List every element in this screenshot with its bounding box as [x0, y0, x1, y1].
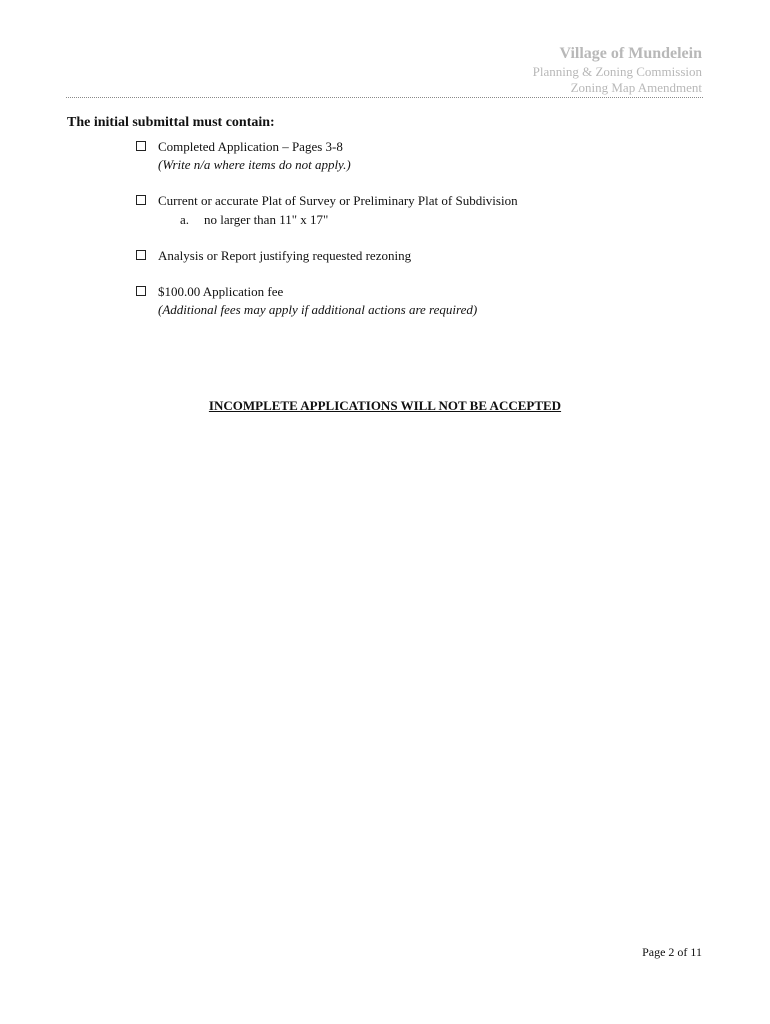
- checklist-item-note: (Write n/a where items do not apply.): [158, 157, 351, 172]
- organization-name: Village of Mundelein: [559, 45, 702, 62]
- subitem-letter: a.: [180, 212, 190, 227]
- checklist-item-label: Analysis or Report justifying requested rezoning: [158, 248, 412, 263]
- checkbox-icon[interactable]: [136, 250, 146, 260]
- checkbox-icon[interactable]: [136, 286, 146, 296]
- checklist-item-label: $100.00 Application fee: [158, 284, 284, 299]
- checklist-item: [136, 283, 283, 301]
- subitem-text: no larger than 11" x 17": [204, 212, 329, 227]
- checklist-item-label: Completed Application – Pages 3-8: [158, 139, 343, 154]
- checklist-item: [136, 247, 411, 265]
- checklist-item: [136, 192, 518, 210]
- checklist-item-note: (Additional fees may apply if additional actions are required): [158, 302, 478, 317]
- checklist-item: [136, 138, 343, 156]
- document-header: [533, 44, 702, 96]
- intro-heading: The initial submittal must contain:: [67, 115, 275, 130]
- department-name: Planning & Zoning Commission: [532, 64, 702, 79]
- form-name: Zoning Map Amendment: [570, 80, 702, 95]
- checkbox-icon[interactable]: [136, 195, 146, 205]
- checklist-item-label: Current or accurate Plat of Survey or Preliminary Plat of Subdivision: [158, 193, 518, 208]
- incomplete-warning: INCOMPLETE APPLICATIONS WILL NOT BE ACCEPTED: [208, 398, 562, 413]
- checkbox-icon[interactable]: [136, 141, 146, 151]
- page-number: Page 2 of 11: [642, 945, 702, 959]
- header-divider: [66, 97, 703, 98]
- checklist-subitem: [180, 211, 328, 229]
